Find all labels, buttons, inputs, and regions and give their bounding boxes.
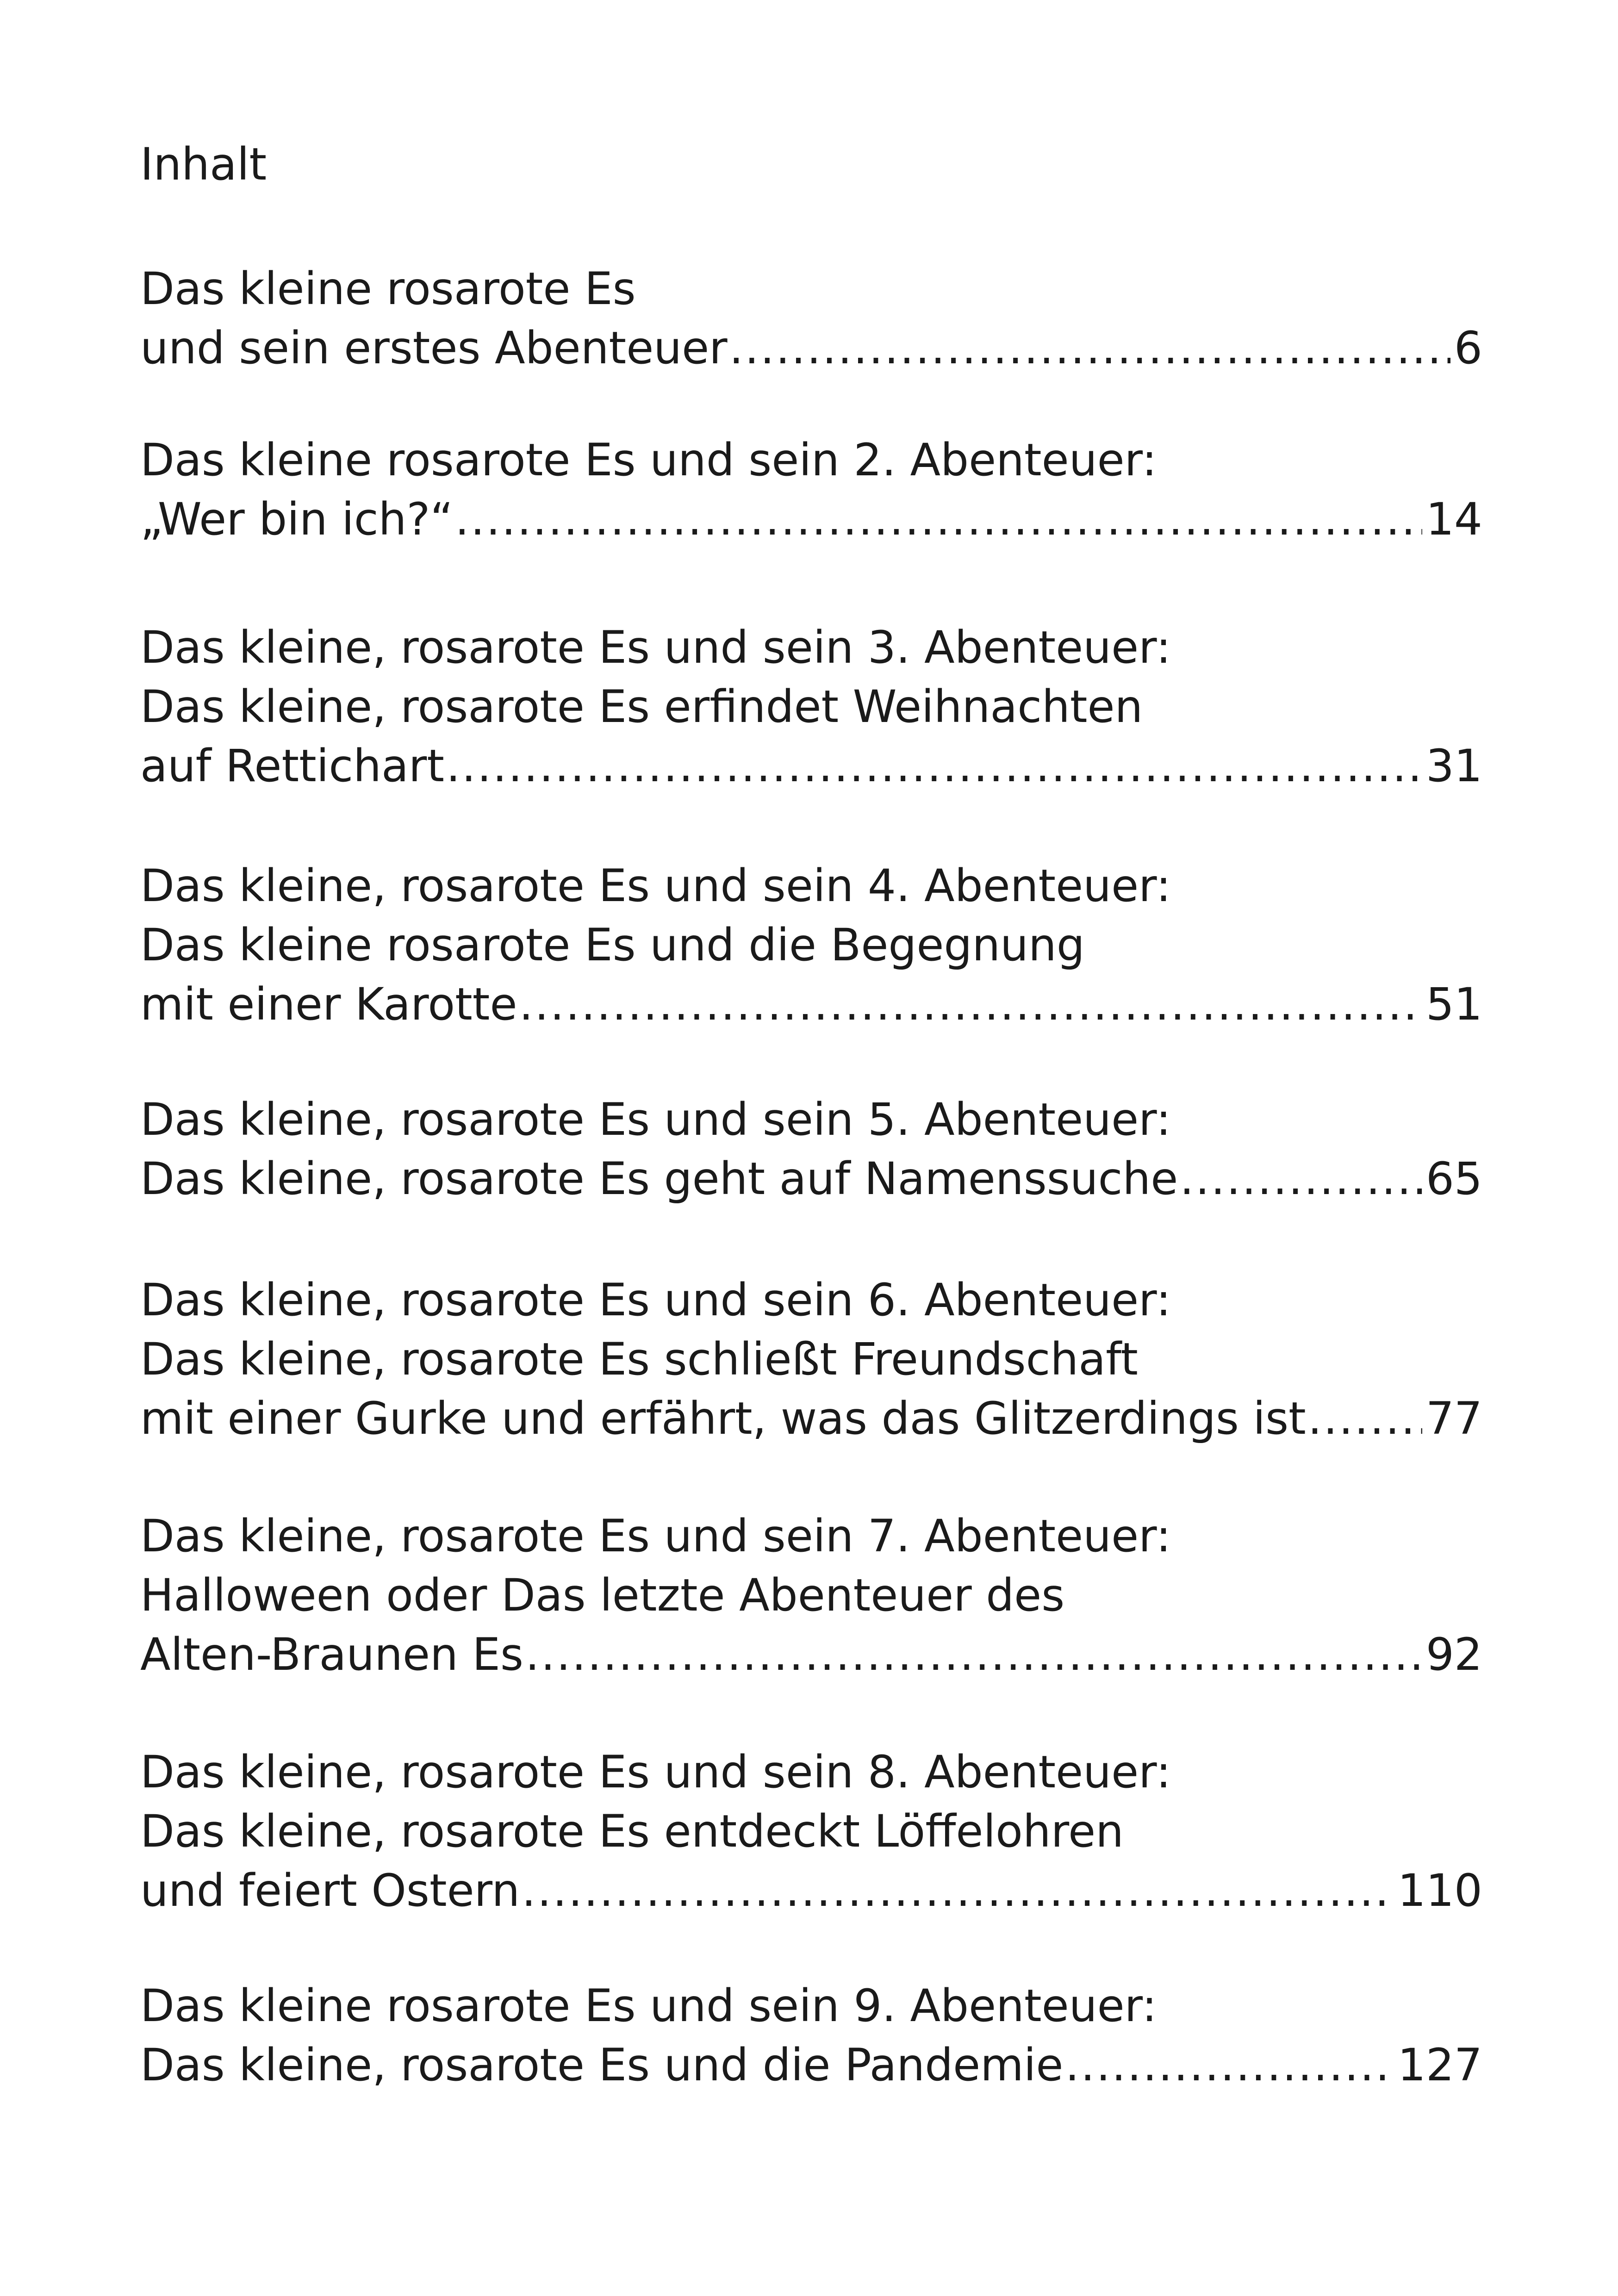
entry-title-line: mit einer Karotte: [140, 978, 517, 1030]
toc-entry: [140, 1742, 1482, 1920]
entry-title-line: Das kleine, rosarote Es erfindet Weihnachten: [140, 681, 1143, 733]
entry-title-line: Das kleine, rosarote Es und sein 8. Abenteuer:: [140, 1746, 1171, 1798]
entry-title-line: Das kleine rosarote Es und die Begegnung: [140, 919, 1085, 971]
entry-title-line: auf Rettichart: [140, 740, 444, 792]
entry-title-line: mit einer Gurke und erfährt, was das Glitzerdings ist: [140, 1393, 1306, 1444]
page-number: 6: [1454, 322, 1482, 374]
dot-leader: [446, 736, 1422, 796]
toc-entry: [140, 430, 1482, 549]
toc-entry: [140, 1270, 1482, 1448]
entry-title-line: Das kleine, rosarote Es und sein 6. Abenteuer:: [140, 1274, 1171, 1326]
entry-title-line: Das kleine, rosarote Es und die Pandemie: [140, 2039, 1064, 2091]
entry-title-line: Das kleine, rosarote Es und sein 7. Abenteuer:: [140, 1510, 1171, 1562]
page-number: 51: [1425, 978, 1482, 1030]
entry-title-line: Halloween oder Das letzte Abenteuer des: [140, 1569, 1065, 1621]
page-title: Inhalt: [140, 138, 267, 190]
entry-title-line: Alten-Braunen Es: [140, 1629, 524, 1680]
entry-leader-line: [140, 490, 1482, 549]
page-number: 14: [1425, 493, 1482, 545]
dot-leader: [455, 490, 1422, 549]
entry-title-line: und sein erstes Abenteuer: [140, 322, 728, 374]
entry-leader-line: [140, 736, 1482, 796]
page-number: 92: [1425, 1629, 1482, 1680]
toc-entry: [140, 1506, 1482, 1684]
entry-title-line: Das kleine, rosarote Es und sein 4. Abenteuer:: [140, 860, 1171, 912]
page-number: 110: [1397, 1865, 1482, 1916]
entry-leader-line: [140, 975, 1482, 1034]
dot-leader: [525, 1625, 1422, 1684]
toc-entry: [140, 259, 1482, 378]
entry-leader-line: [140, 1149, 1482, 1208]
page-number: 127: [1397, 2039, 1482, 2091]
entry-leader-line: [140, 1389, 1482, 1448]
entry-leader-line: [140, 1625, 1482, 1684]
entry-title-line: Das kleine, rosarote Es geht auf Namenssuche: [140, 1153, 1178, 1205]
dot-leader: [1180, 1149, 1422, 1208]
entry-title-line: Das kleine, rosarote Es und sein 5. Abenteuer:: [140, 1094, 1171, 1145]
entry-title-line: Das kleine, rosarote Es entdeckt Löffelohren: [140, 1805, 1124, 1857]
dot-leader: [1308, 1389, 1422, 1448]
entry-title-line: Das kleine, rosarote Es schließt Freundschaft: [140, 1333, 1138, 1385]
dot-leader: [1065, 2035, 1394, 2095]
entry-title-line: Das kleine, rosarote Es und sein 3. Abenteuer:: [140, 622, 1171, 673]
entry-leader-line: [140, 2035, 1482, 2095]
entry-title-line: Das kleine rosarote Es und sein 2. Abenteuer:: [140, 434, 1157, 486]
toc-entry: [140, 856, 1482, 1034]
dot-leader: [729, 318, 1450, 378]
entry-title-line: Das kleine rosarote Es und sein 9. Abenteuer:: [140, 1980, 1157, 2032]
entry-title-line: und feiert Ostern: [140, 1865, 520, 1916]
toc-entry: [140, 618, 1482, 796]
toc-entry: [140, 1976, 1482, 2095]
page-number: 77: [1425, 1393, 1482, 1444]
toc-entry: [140, 1090, 1482, 1208]
dot-leader: [519, 975, 1422, 1034]
page-number: 31: [1425, 740, 1482, 792]
entry-leader-line: [140, 1861, 1482, 1920]
dot-leader: [522, 1861, 1394, 1920]
page-number: 65: [1425, 1153, 1482, 1205]
entry-title-line: Das kleine rosarote Es: [140, 263, 636, 315]
entry-title-line: „Wer bin ich?“: [140, 493, 454, 545]
entry-leader-line: [140, 318, 1482, 378]
